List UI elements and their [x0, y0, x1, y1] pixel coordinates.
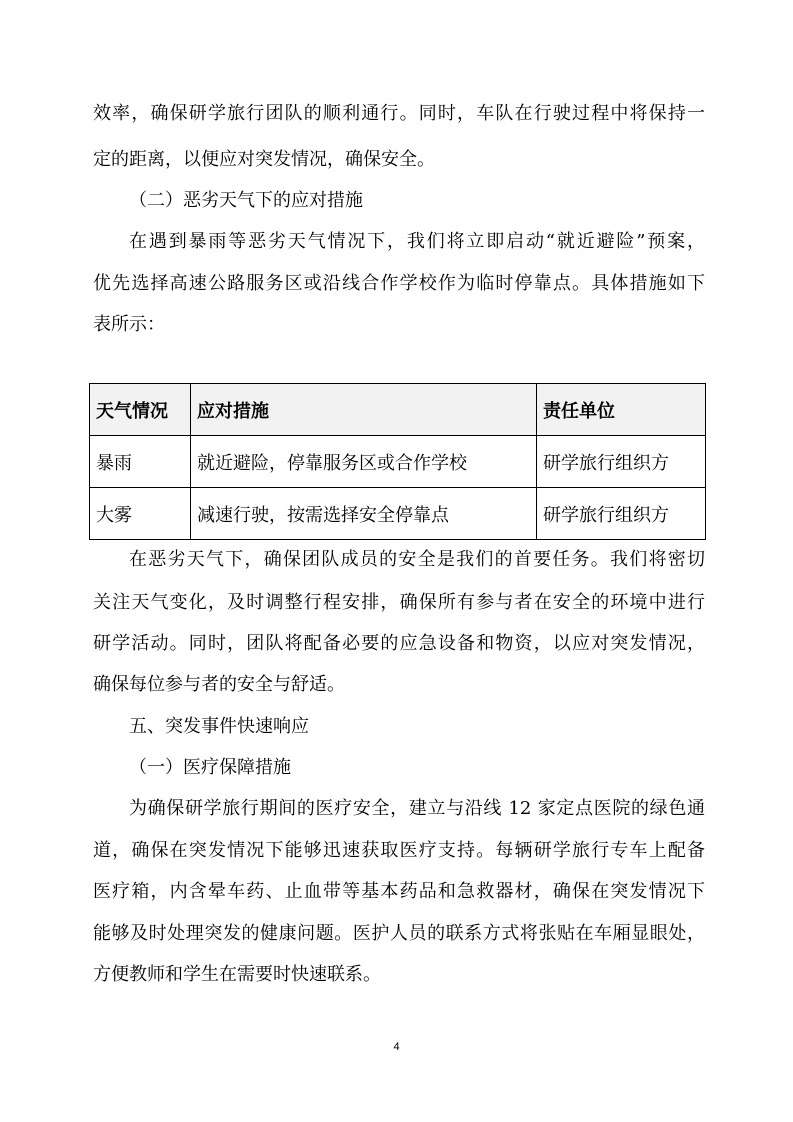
- table-cell: 大雾: [90, 488, 191, 540]
- paragraph-line: 优先选择高速公路服务区或沿线合作学校作为临时停靠点。具体措施如下: [93, 273, 705, 294]
- table-header-cell: 责任单位: [537, 384, 706, 436]
- paragraph-line: 为确保研学旅行期间的医疗安全，建立与沿线 12 家定点医院的绿色通: [129, 798, 705, 819]
- page-number: 4: [393, 1041, 400, 1053]
- table-row: [90, 488, 706, 540]
- table-cell: 暴雨: [90, 436, 191, 488]
- paragraph-line: 研学活动。同时，团队将配备必要的应急设备和物资，以应对突发情况，: [93, 633, 705, 654]
- table-cell: 减速行驶，按需选择安全停靠点: [191, 488, 537, 540]
- table-cell: 研学旅行组织方: [537, 488, 706, 540]
- paragraph-line: 关注天气变化，及时调整行程安排，确保所有参与者在安全的环境中进行: [93, 592, 705, 613]
- paragraph-line: 效率，确保研学旅行团队的顺利通行。同时，车队在行驶过程中将保持一: [93, 103, 705, 124]
- weather-measures-table: [89, 383, 706, 540]
- paragraph-line: 定的距离，以便应对突发情况，确保安全。: [93, 149, 435, 170]
- section-heading-medical: （一）医疗保障措施: [129, 757, 291, 778]
- table-row: [90, 436, 706, 488]
- table-cell: 研学旅行组织方: [537, 436, 706, 488]
- table-header-row: [90, 384, 706, 436]
- paragraph-line: 能够及时处理突发的健康问题。医护人员的联系方式将张贴在车厢显眼处，: [93, 923, 705, 944]
- section-heading-weather: （二）恶劣天气下的应对措施: [129, 190, 363, 211]
- section-heading-5: 五、突发事件快速响应: [129, 716, 309, 737]
- paragraph-line: 方便教师和学生在需要时快速联系。: [93, 964, 381, 985]
- paragraph-line: 表所示：: [93, 314, 165, 335]
- paragraph-line: 医疗箱，内含晕车药、止血带等基本药品和急救器材，确保在突发情况下: [93, 881, 705, 902]
- paragraph-line: 在遇到暴雨等恶劣天气情况下，我们将立即启动“就近避险”预案，: [129, 231, 705, 252]
- table-header-cell: 应对措施: [191, 384, 537, 436]
- table-header-cell: 天气情况: [90, 384, 191, 436]
- paragraph-line: 确保每位参与者的安全与舒适。: [93, 674, 345, 695]
- table-cell: 就近避险，停靠服务区或合作学校: [191, 436, 537, 488]
- paragraph-line: 在恶劣天气下，确保团队成员的安全是我们的首要任务。我们将密切: [129, 549, 705, 570]
- paragraph-line: 道，确保在突发情况下能够迅速获取医疗支持。每辆研学旅行专车上配备: [93, 840, 705, 861]
